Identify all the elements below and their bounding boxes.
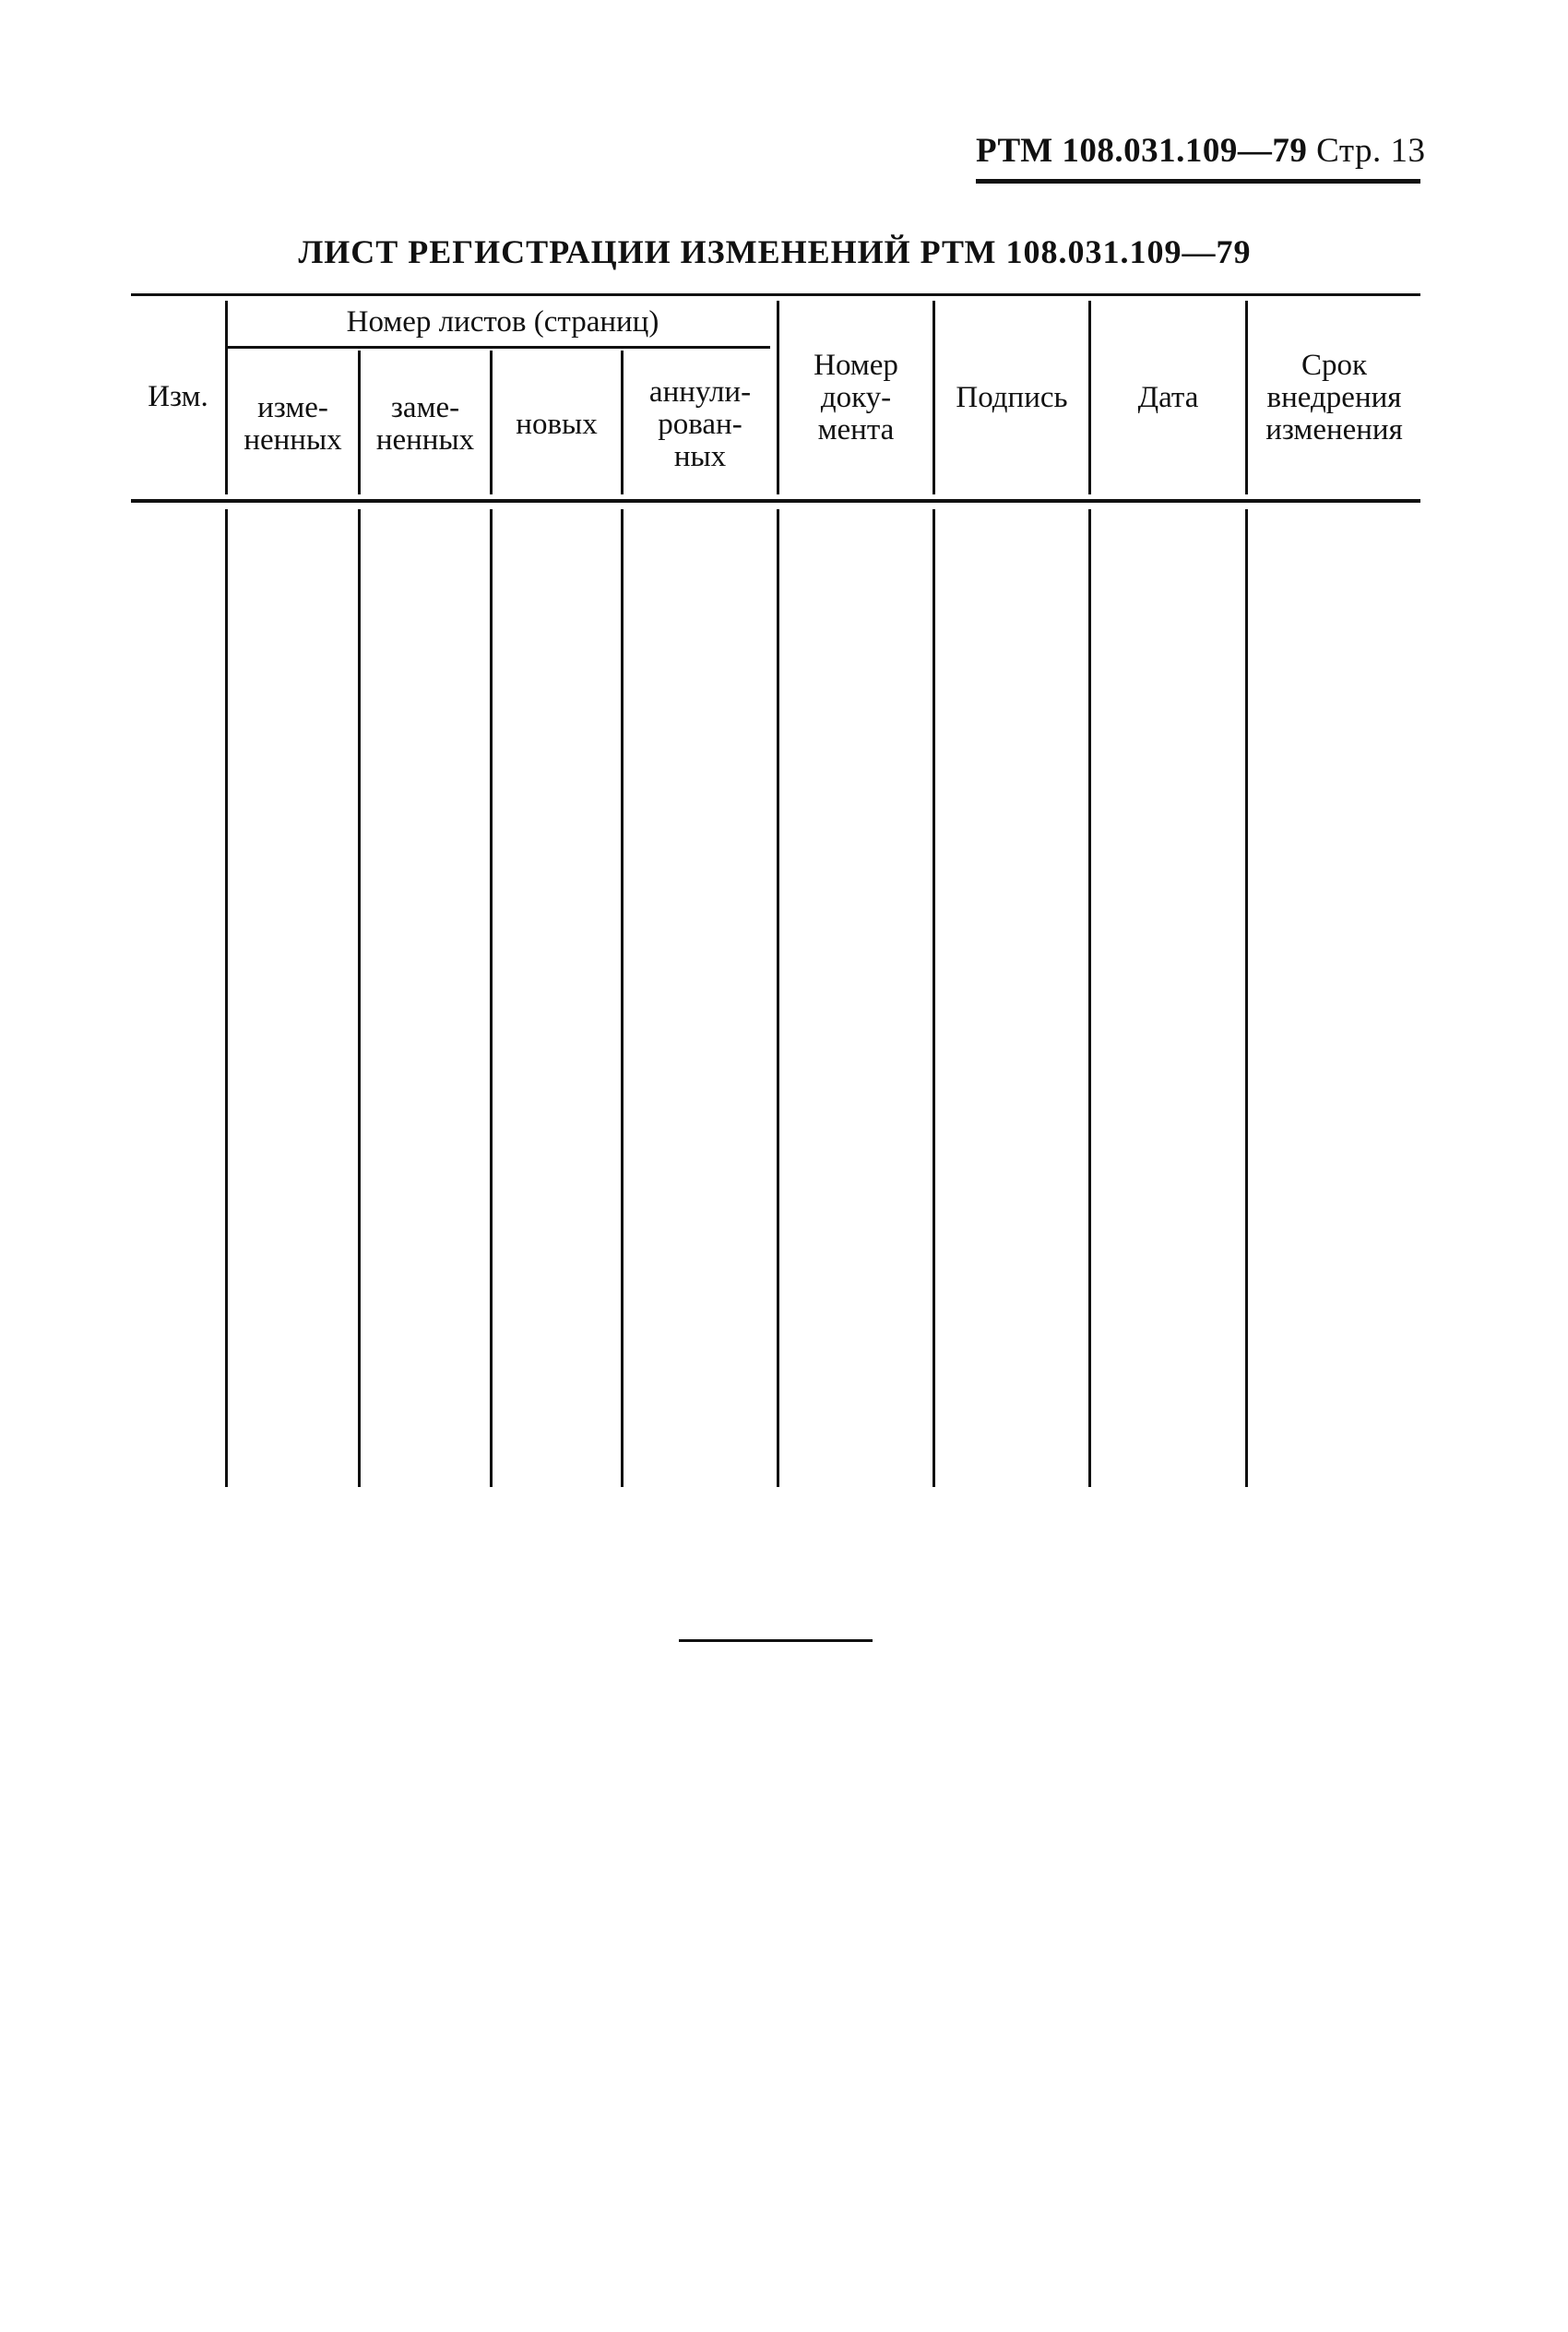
col-divider [358,509,361,1487]
page-title [184,232,1365,279]
column-header: Срок внедрения изменения [1265,348,1403,446]
column-header: новых [516,407,598,441]
table-header-bottom-rule [131,499,1420,503]
column-header: Номер доку- мента [814,348,898,446]
header-rule [976,179,1420,184]
column-header: Дата [1137,380,1199,414]
col-divider [932,509,935,1487]
end-of-document-rule [679,1639,873,1642]
col-divider [490,509,493,1487]
column-header: Подпись [956,380,1068,414]
col-divider [1245,509,1248,1487]
column-header: изме- ненных [244,391,342,457]
running-header [976,131,1426,177]
col-divider [225,509,228,1487]
title-doc-code: РТМ 108.031.109—79 [920,233,1252,270]
table-top-rule [131,293,1420,296]
column-header: Изм. [148,379,208,413]
title-text: ЛИСТ РЕГИСТРАЦИИ ИЗМЕНЕНИЙ [298,233,911,270]
column-header: аннули- рован- ных [648,375,752,473]
header-doc-code: РТМ 108.031.109—79 [976,132,1308,170]
col-divider [621,509,624,1487]
group-header-label: Номер листов (страниц) [346,304,659,339]
header-page-label: Стр. 13 [1316,132,1426,170]
col-divider [777,509,779,1487]
group-header-rule [228,346,770,349]
col-divider [1088,509,1091,1487]
column-header: заме- ненных [375,391,475,457]
